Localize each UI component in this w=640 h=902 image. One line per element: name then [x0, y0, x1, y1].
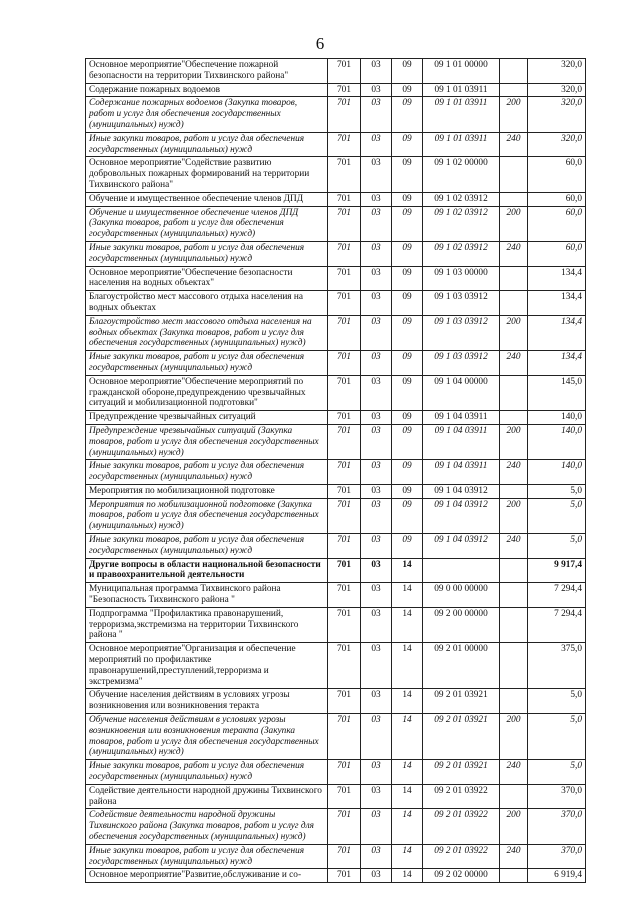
- ministry-code-cell: 701: [328, 558, 361, 583]
- table-row: [86, 157, 586, 192]
- subsection-code-cell: 09: [392, 83, 423, 97]
- ministry-code-cell: 701: [328, 498, 361, 533]
- amount-cell: 370,0: [528, 844, 586, 869]
- ministry-code-cell: 701: [328, 291, 361, 316]
- amount-cell: 6 919,4: [528, 869, 586, 883]
- section-code-cell: 03: [361, 59, 392, 84]
- ministry-code-cell: 701: [328, 583, 361, 608]
- target-article-cell: 09 2 01 03922: [423, 809, 500, 844]
- ministry-code-cell: 701: [328, 844, 361, 869]
- row-name-cell: Предупреждение чрезвычайных ситуаций (Закупка товаров, работ и услуг для обеспечения государственных (муниципальных) нужд): [86, 424, 328, 459]
- amount-cell: 60,0: [528, 206, 586, 241]
- target-article-cell: 09 1 04 03912: [423, 498, 500, 533]
- row-name-cell: Иные закупки товаров, работ и услуг для обеспечения государственных (муниципальных) нужд: [86, 351, 328, 376]
- section-code-cell: 03: [361, 643, 392, 689]
- ministry-code-cell: 701: [328, 714, 361, 760]
- subsection-code-cell: 09: [392, 375, 423, 410]
- table-row: [86, 266, 586, 291]
- expense-type-cell: 240: [500, 534, 528, 559]
- section-code-cell: 03: [361, 809, 392, 844]
- table-row: [86, 411, 586, 425]
- table-row: [86, 206, 586, 241]
- expense-type-cell: [500, 689, 528, 714]
- target-article-cell: 09 1 01 00000: [423, 59, 500, 84]
- expense-type-cell: [500, 83, 528, 97]
- amount-cell: 5,0: [528, 498, 586, 533]
- expense-type-cell: 240: [500, 460, 528, 485]
- amount-cell: 140,0: [528, 411, 586, 425]
- amount-cell: 134,4: [528, 291, 586, 316]
- ministry-code-cell: 701: [328, 643, 361, 689]
- ministry-code-cell: 701: [328, 351, 361, 376]
- amount-cell: 140,0: [528, 424, 586, 459]
- expense-type-cell: 200: [500, 97, 528, 132]
- expense-type-cell: 240: [500, 241, 528, 266]
- subsection-code-cell: 14: [392, 643, 423, 689]
- row-name-cell: Содействие деятельности народной дружины Тихвинского района (Закупка товаров, работ и услуг для обеспечения государственных (муниципальных) нужд): [86, 809, 328, 844]
- subsection-code-cell: 14: [392, 583, 423, 608]
- section-code-cell: 03: [361, 460, 392, 485]
- ministry-code-cell: 701: [328, 607, 361, 642]
- section-code-cell: 03: [361, 583, 392, 608]
- subsection-code-cell: 09: [392, 132, 423, 157]
- row-name-cell: Основное мероприятие"Развитие,обслуживание и со-: [86, 869, 328, 883]
- subsection-code-cell: 14: [392, 607, 423, 642]
- ministry-code-cell: 701: [328, 132, 361, 157]
- table-row: [86, 844, 586, 869]
- target-article-cell: 09 1 01 03911: [423, 97, 500, 132]
- target-article-cell: 09 2 02 00000: [423, 869, 500, 883]
- section-code-cell: 03: [361, 498, 392, 533]
- target-article-cell: 09 1 02 03912: [423, 192, 500, 206]
- amount-cell: 60,0: [528, 157, 586, 192]
- subsection-code-cell: 14: [392, 558, 423, 583]
- subsection-code-cell: 09: [392, 206, 423, 241]
- table-row: [86, 760, 586, 785]
- expense-type-cell: [500, 266, 528, 291]
- row-name-cell: Обучение и имущественное обеспечение членов ДПД: [86, 192, 328, 206]
- row-name-cell: Обучение населения действиям в условиях угрозы возникновения или возникновения теракта (Закупка товаров, работ и услуг для обеспечения государственных (муниципальных) нужд): [86, 714, 328, 760]
- target-article-cell: 09 1 04 03912: [423, 534, 500, 559]
- ministry-code-cell: 701: [328, 59, 361, 84]
- expense-type-cell: 240: [500, 844, 528, 869]
- section-code-cell: 03: [361, 607, 392, 642]
- row-name-cell: Предупреждение чрезвычайных ситуаций: [86, 411, 328, 425]
- table-row: [86, 498, 586, 533]
- table-row: [86, 351, 586, 376]
- row-name-cell: Муниципальная программа Тихвинского района "Безопасность Тихвинского района ": [86, 583, 328, 608]
- section-code-cell: 03: [361, 714, 392, 760]
- table-row: [86, 375, 586, 410]
- table-row: [86, 534, 586, 559]
- table-row: [86, 689, 586, 714]
- table-row: [86, 132, 586, 157]
- amount-cell: 370,0: [528, 809, 586, 844]
- section-code-cell: 03: [361, 844, 392, 869]
- expense-type-cell: 240: [500, 760, 528, 785]
- ministry-code-cell: 701: [328, 206, 361, 241]
- target-article-cell: 09 0 00 00000: [423, 583, 500, 608]
- table-row: [86, 97, 586, 132]
- table-row: [86, 784, 586, 809]
- table-row: [86, 643, 586, 689]
- row-name-cell: Мероприятия по мобилизационной подготовке: [86, 484, 328, 498]
- row-name-cell: Благоустройство мест массового отдыха населения на водных объектах (Закупка товаров, работ и услуг для обеспечения государственных (муниципальных) нужд): [86, 315, 328, 350]
- table-row: [86, 809, 586, 844]
- amount-cell: 320,0: [528, 59, 586, 84]
- section-code-cell: 03: [361, 192, 392, 206]
- row-name-cell: Содержание пожарных водоемов: [86, 83, 328, 97]
- expense-type-cell: 240: [500, 132, 528, 157]
- table-row: [86, 558, 586, 583]
- target-article-cell: 09 2 01 00000: [423, 643, 500, 689]
- section-code-cell: 03: [361, 375, 392, 410]
- section-code-cell: 03: [361, 424, 392, 459]
- ministry-code-cell: 701: [328, 315, 361, 350]
- expense-type-cell: [500, 583, 528, 608]
- amount-cell: 134,4: [528, 351, 586, 376]
- subsection-code-cell: 14: [392, 689, 423, 714]
- ministry-code-cell: 701: [328, 192, 361, 206]
- expense-type-cell: 200: [500, 809, 528, 844]
- row-name-cell: Иные закупки товаров, работ и услуг для обеспечения государственных (муниципальных) нужд: [86, 534, 328, 559]
- subsection-code-cell: 14: [392, 809, 423, 844]
- row-name-cell: Иные закупки товаров, работ и услуг для обеспечения государственных (муниципальных) нужд: [86, 760, 328, 785]
- ministry-code-cell: 701: [328, 869, 361, 883]
- row-name-cell: Содействие деятельности народной дружины Тихвинского района: [86, 784, 328, 809]
- target-article-cell: 09 1 02 03912: [423, 241, 500, 266]
- amount-cell: 60,0: [528, 241, 586, 266]
- section-code-cell: 03: [361, 315, 392, 350]
- expense-type-cell: [500, 192, 528, 206]
- amount-cell: 7 294,4: [528, 583, 586, 608]
- amount-cell: 5,0: [528, 714, 586, 760]
- section-code-cell: 03: [361, 241, 392, 266]
- amount-cell: 5,0: [528, 689, 586, 714]
- ministry-code-cell: 701: [328, 784, 361, 809]
- expense-type-cell: [500, 291, 528, 316]
- budget-table-body: [86, 59, 586, 883]
- section-code-cell: 03: [361, 558, 392, 583]
- subsection-code-cell: 09: [392, 192, 423, 206]
- table-row: [86, 291, 586, 316]
- row-name-cell: Иные закупки товаров, работ и услуг для обеспечения государственных (муниципальных) нужд: [86, 460, 328, 485]
- target-article-cell: 09 1 04 03911: [423, 411, 500, 425]
- target-article-cell: 09 2 00 00000: [423, 607, 500, 642]
- amount-cell: 5,0: [528, 484, 586, 498]
- subsection-code-cell: 09: [392, 484, 423, 498]
- target-article-cell: 09 1 03 03912: [423, 291, 500, 316]
- subsection-code-cell: 09: [392, 411, 423, 425]
- subsection-code-cell: 09: [392, 534, 423, 559]
- row-name-cell: Обучение и имущественное обеспечение членов ДПД (Закупка товаров, работ и услуг для обеспечения государственных (муниципальных) нужд): [86, 206, 328, 241]
- subsection-code-cell: 09: [392, 266, 423, 291]
- amount-cell: 140,0: [528, 460, 586, 485]
- section-code-cell: 03: [361, 760, 392, 785]
- amount-cell: 145,0: [528, 375, 586, 410]
- amount-cell: 320,0: [528, 83, 586, 97]
- section-code-cell: 03: [361, 266, 392, 291]
- target-article-cell: 09 1 01 03911: [423, 83, 500, 97]
- subsection-code-cell: 09: [392, 59, 423, 84]
- expense-type-cell: [500, 607, 528, 642]
- section-code-cell: 03: [361, 869, 392, 883]
- expense-type-cell: 200: [500, 714, 528, 760]
- amount-cell: 134,4: [528, 315, 586, 350]
- section-code-cell: 03: [361, 689, 392, 714]
- expense-type-cell: [500, 157, 528, 192]
- expense-type-cell: [500, 784, 528, 809]
- row-name-cell: Иные закупки товаров, работ и услуг для обеспечения государственных (муниципальных) нужд: [86, 844, 328, 869]
- amount-cell: 320,0: [528, 97, 586, 132]
- target-article-cell: 09 1 01 03911: [423, 132, 500, 157]
- ministry-code-cell: 701: [328, 424, 361, 459]
- amount-cell: 7 294,4: [528, 607, 586, 642]
- amount-cell: 134,4: [528, 266, 586, 291]
- table-row: [86, 315, 586, 350]
- table-row: [86, 583, 586, 608]
- target-article-cell: 09 2 01 03922: [423, 844, 500, 869]
- subsection-code-cell: 14: [392, 844, 423, 869]
- ministry-code-cell: 701: [328, 241, 361, 266]
- subsection-code-cell: 09: [392, 460, 423, 485]
- row-name-cell: Основное мероприятие"Обеспечение мероприятий по гражданской обороне,предупреждению чрезвычайных ситуаций и мобилизационной подготовки": [86, 375, 328, 410]
- expense-type-cell: 240: [500, 351, 528, 376]
- amount-cell: 320,0: [528, 132, 586, 157]
- row-name-cell: Основное мероприятие"Обеспечение пожарной безопасности на территории Тихвинского района": [86, 59, 328, 84]
- subsection-code-cell: 14: [392, 714, 423, 760]
- row-name-cell: Иные закупки товаров, работ и услуг для обеспечения государственных (муниципальных) нужд: [86, 132, 328, 157]
- table-row: [86, 460, 586, 485]
- expense-type-cell: 200: [500, 424, 528, 459]
- budget-table: [85, 58, 586, 883]
- subsection-code-cell: 09: [392, 291, 423, 316]
- section-code-cell: 03: [361, 484, 392, 498]
- section-code-cell: 03: [361, 206, 392, 241]
- target-article-cell: 09 1 04 03912: [423, 484, 500, 498]
- amount-cell: 60,0: [528, 192, 586, 206]
- ministry-code-cell: 701: [328, 484, 361, 498]
- table-row: [86, 607, 586, 642]
- target-article-cell: 09 1 02 03912: [423, 206, 500, 241]
- ministry-code-cell: 701: [328, 460, 361, 485]
- table-row: [86, 484, 586, 498]
- amount-cell: 370,0: [528, 784, 586, 809]
- target-article-cell: 09 2 01 03921: [423, 714, 500, 760]
- expense-type-cell: [500, 869, 528, 883]
- subsection-code-cell: 09: [392, 241, 423, 266]
- target-article-cell: 09 2 01 03921: [423, 689, 500, 714]
- expense-type-cell: [500, 375, 528, 410]
- row-name-cell: Содержание пожарных водоемов (Закупка товаров, работ и услуг для обеспечения государственных (муниципальных) нужд): [86, 97, 328, 132]
- table-row: [86, 59, 586, 84]
- amount-cell: 5,0: [528, 760, 586, 785]
- subsection-code-cell: 09: [392, 315, 423, 350]
- section-code-cell: 03: [361, 351, 392, 376]
- ministry-code-cell: 701: [328, 157, 361, 192]
- target-article-cell: [423, 558, 500, 583]
- table-row: [86, 424, 586, 459]
- ministry-code-cell: 701: [328, 83, 361, 97]
- ministry-code-cell: 701: [328, 375, 361, 410]
- expense-type-cell: [500, 643, 528, 689]
- subsection-code-cell: 09: [392, 498, 423, 533]
- section-code-cell: 03: [361, 97, 392, 132]
- table-row: [86, 869, 586, 883]
- expense-type-cell: 200: [500, 498, 528, 533]
- row-name-cell: Основное мероприятие"Содействие развитию добровольных пожарных формирований на территории Тихвинского района": [86, 157, 328, 192]
- table-row: [86, 714, 586, 760]
- section-code-cell: 03: [361, 784, 392, 809]
- target-article-cell: 09 1 03 03912: [423, 315, 500, 350]
- subsection-code-cell: 09: [392, 157, 423, 192]
- table-row: [86, 83, 586, 97]
- subsection-code-cell: 14: [392, 784, 423, 809]
- expense-type-cell: [500, 411, 528, 425]
- ministry-code-cell: 701: [328, 809, 361, 844]
- section-code-cell: 03: [361, 83, 392, 97]
- section-code-cell: 03: [361, 132, 392, 157]
- row-name-cell: Мероприятия по мобилизационной подготовке (Закупка товаров, работ и услуг для обеспечения государственных (муниципальных) нужд): [86, 498, 328, 533]
- target-article-cell: 09 1 02 00000: [423, 157, 500, 192]
- ministry-code-cell: 701: [328, 97, 361, 132]
- amount-cell: 375,0: [528, 643, 586, 689]
- target-article-cell: 09 1 04 03911: [423, 424, 500, 459]
- expense-type-cell: [500, 484, 528, 498]
- page-number: 6: [315, 34, 325, 53]
- section-code-cell: 03: [361, 291, 392, 316]
- expense-type-cell: [500, 558, 528, 583]
- row-name-cell: Благоустройство мест массового отдыха населения на водных объектах: [86, 291, 328, 316]
- target-article-cell: 09 1 04 00000: [423, 375, 500, 410]
- section-code-cell: 03: [361, 157, 392, 192]
- row-name-cell: Основное мероприятие"Организация и обеспечение мероприятий по профилактике правонарушений,преступлений,терроризма и экстремизма": [86, 643, 328, 689]
- row-name-cell: Иные закупки товаров, работ и услуг для обеспечения государственных (муниципальных) нужд: [86, 241, 328, 266]
- row-name-cell: Подпрограмма "Профилактика правонарушений, терроризма,экстремизма на территории Тихвинского района ": [86, 607, 328, 642]
- section-code-cell: 03: [361, 534, 392, 559]
- target-article-cell: 09 2 01 03921: [423, 760, 500, 785]
- target-article-cell: 09 1 03 03912: [423, 351, 500, 376]
- amount-cell: 5,0: [528, 534, 586, 559]
- table-row: [86, 192, 586, 206]
- expense-type-cell: 200: [500, 206, 528, 241]
- subsection-code-cell: 09: [392, 351, 423, 376]
- ministry-code-cell: 701: [328, 534, 361, 559]
- subsection-code-cell: 09: [392, 97, 423, 132]
- target-article-cell: 09 1 03 00000: [423, 266, 500, 291]
- amount-cell: 9 917,4: [528, 558, 586, 583]
- section-code-cell: 03: [361, 411, 392, 425]
- expense-type-cell: 200: [500, 315, 528, 350]
- expense-type-cell: [500, 59, 528, 84]
- table-row: [86, 241, 586, 266]
- ministry-code-cell: 701: [328, 760, 361, 785]
- target-article-cell: 09 1 04 03911: [423, 460, 500, 485]
- row-name-cell: Обучение населения действиям в условиях угрозы возникновения или возникновения теракта: [86, 689, 328, 714]
- subsection-code-cell: 09: [392, 424, 423, 459]
- ministry-code-cell: 701: [328, 689, 361, 714]
- row-name-cell: Другие вопросы в области национальной безопасности и правоохранительной деятельности: [86, 558, 328, 583]
- target-article-cell: 09 2 01 03922: [423, 784, 500, 809]
- subsection-code-cell: 14: [392, 760, 423, 785]
- ministry-code-cell: 701: [328, 266, 361, 291]
- subsection-code-cell: 14: [392, 869, 423, 883]
- ministry-code-cell: 701: [328, 411, 361, 425]
- row-name-cell: Основное мероприятие"Обеспечение безопасности населения на водных объектах": [86, 266, 328, 291]
